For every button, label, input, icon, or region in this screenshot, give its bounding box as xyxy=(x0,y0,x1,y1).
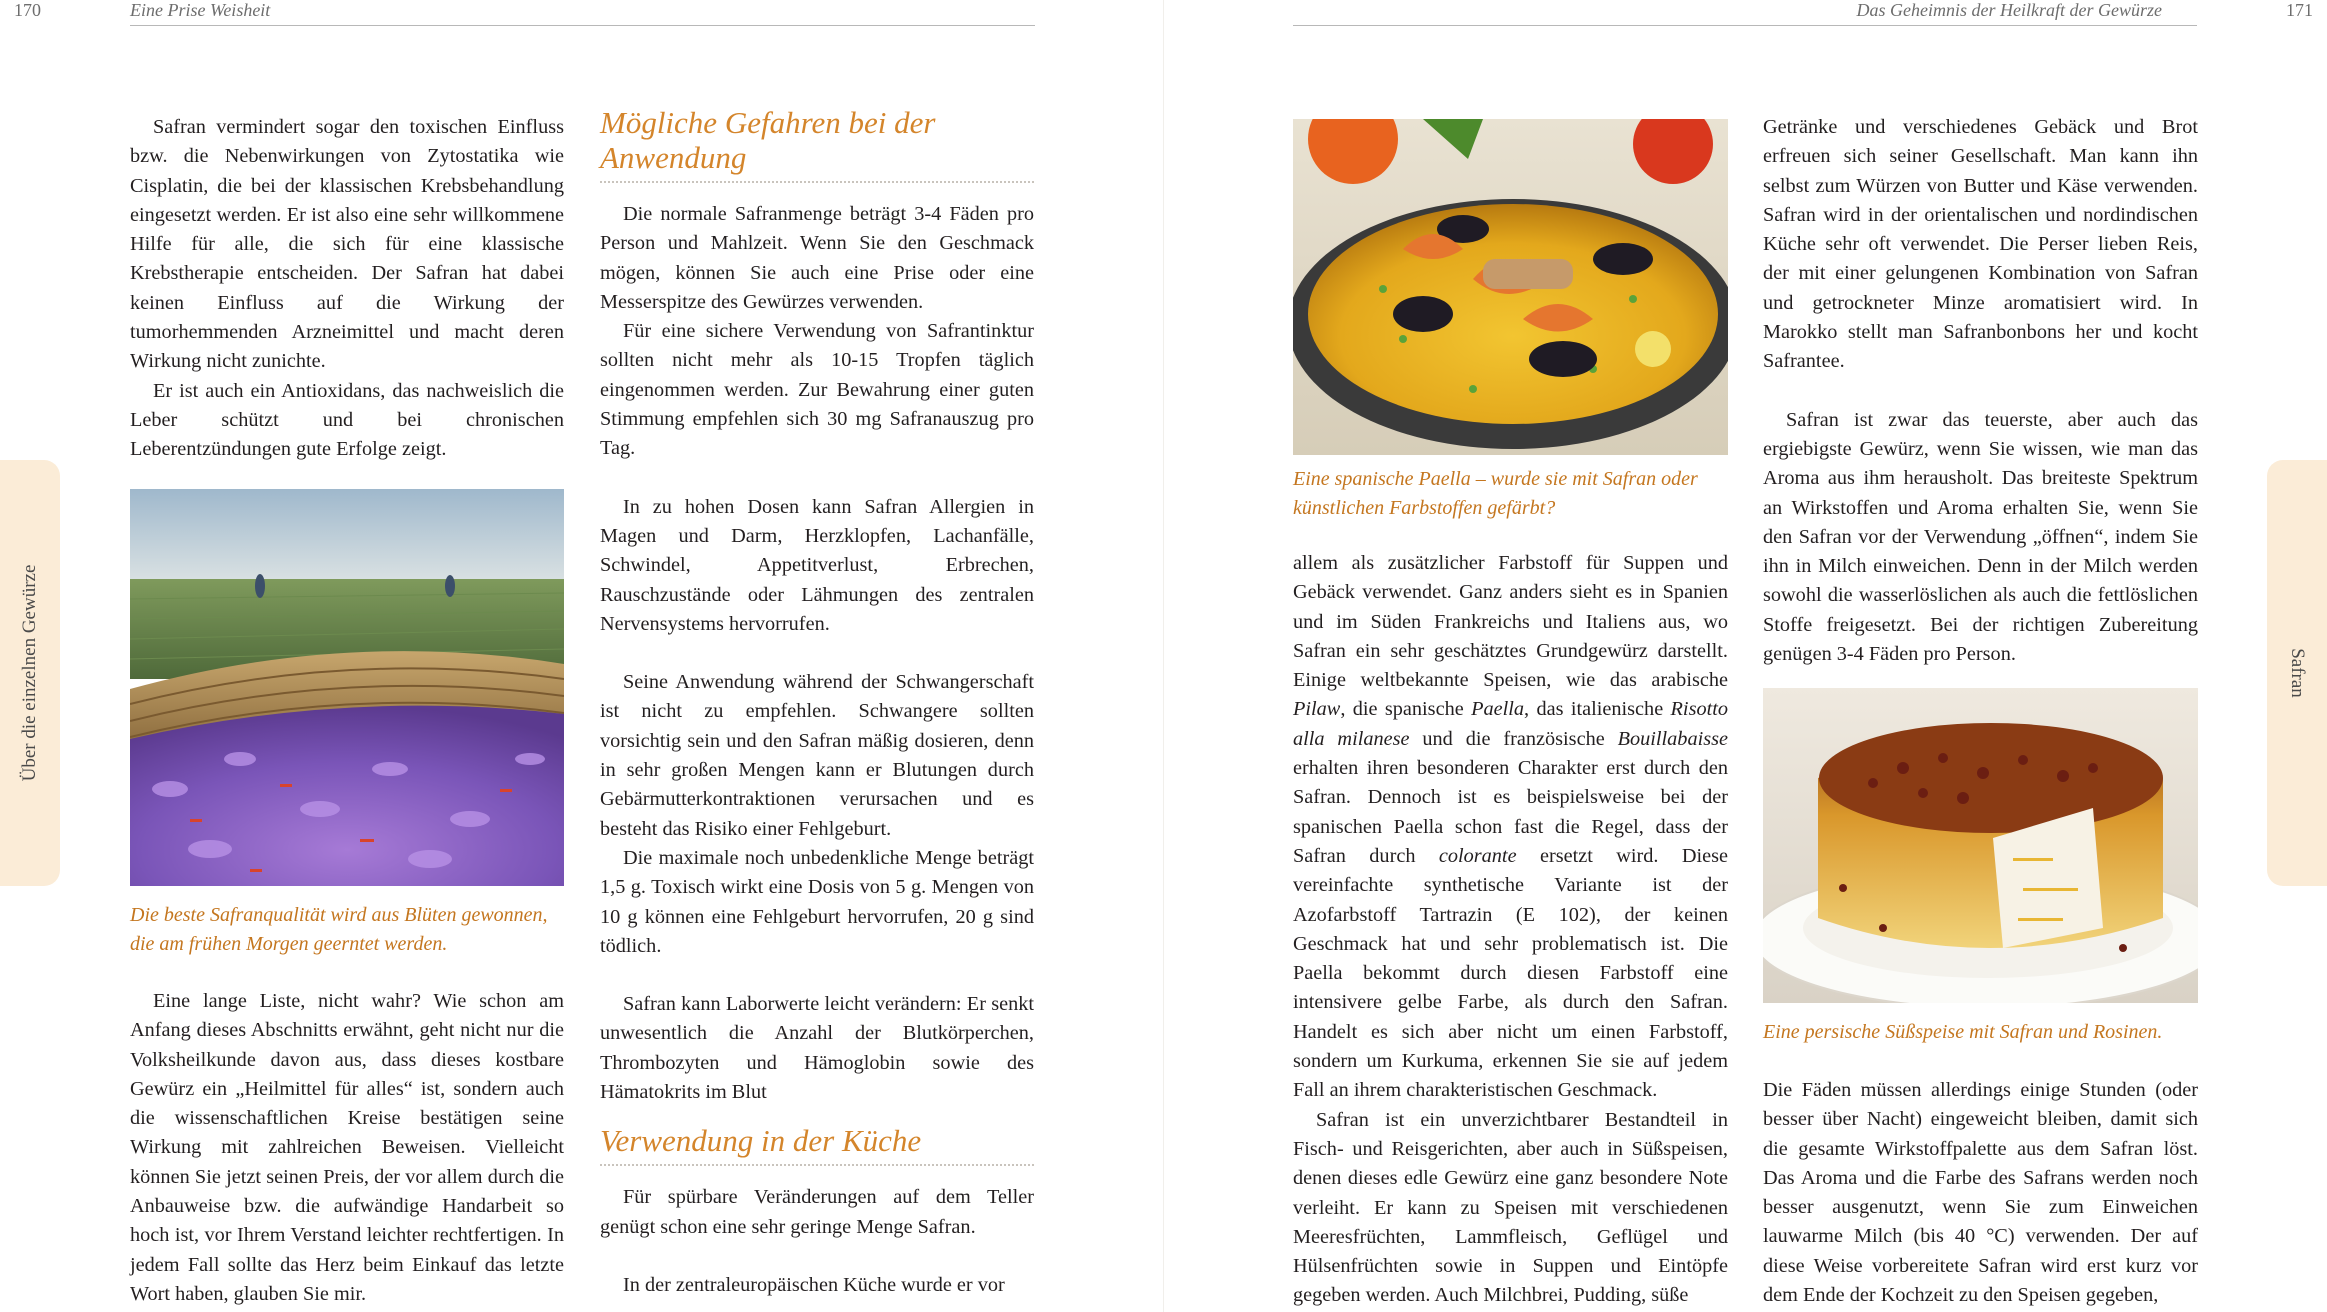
side-tab-left-label: Über die einzelnen Gewürze xyxy=(19,564,40,782)
section-heading-kitchen: Verwendung in der Küche xyxy=(600,1123,1034,1166)
paragraph: Safran kann Laborwerte leicht verändern: Er senkt unwesentlich die Anzahl der Blutkörperchen, Thrombozyten und Hämoglobin sowie des Hämatokrits im Blut xyxy=(600,993,1034,1104)
paragraph: allem als zusätzlicher Farbstoff für Suppen und Gebäck verwendet. Ganz anders sieht es in Spanien und im Süden Frankreichs und Italiens aus, wo Safran ein sehr geschätztes Grundgewürz darstellt. Einige weltbekannte Speisen, wie das arabische Pilaw, die spanische Paella, das italienische Risotto alla milanese und die französische Bouillabaisse erhalten ihren besonderen Charakter erst durch den Safran. Dennoch ist es beispielsweise bei der spanischen Paella schon fast die Regel, dass der Safran durch colorante ersetzt wird. Diese vereinfachte synthetische Variante ist der Azofarbstoff Tartrazin (E 102), der keinen Geschmack hat und sehr problematisch ist. Die Paella bekommt durch diesen Farbstoff eine intensivere gelbe Farbe, als durch den Safran. Handelt es sich aber nicht um einen Farbstoff, sondern um Kurkuma, erkennen Sie sie auf jedem Fall an ihrem charakteristischen Geschmack. xyxy=(1293,552,1729,1102)
persian-dessert-photo xyxy=(1763,688,2198,1003)
page-number-right: 171 xyxy=(2286,0,2313,20)
paragraph: Die Fäden müssen allerdings einige Stunden (oder besser über Nacht) eingeweicht bleiben, damit sich die gesamte Wirkstoffpalette aus dem Safran löst. Das Aroma und die Farbe des Safrans werden noch besser ausgenutzt, wenn Sie zum Einweichen lauwarme Milch (bis 40 °C) verwenden. Der auf diese Weise vorbereitete Safran wird erst kurz vor dem Ende der Kochzeit zu den Speisen gegeben, xyxy=(1763,1079,2198,1307)
left-column-2 xyxy=(600,105,1034,1300)
side-tab-right xyxy=(2267,460,2327,886)
side-tab-right-label: Safran xyxy=(2287,648,2308,698)
right-column-2 xyxy=(1763,113,2198,669)
dish-name: Pilaw xyxy=(1293,698,1341,721)
paragraph: Safran ist ein unverzichtbarer Bestandteil in Fisch- und Reisgerichten, aber auch in Süßspeisen, denen dieses edle Gewürz eine ganz besondere Note verleiht. Er kann zu Speisen mit verschiedenen Meeresfrüchten, Lammfleisch, Geflügel und Hülsenfrüchten sowie in Suppen und Eintöpfe gegeben werden. Auch Milchbrei, Pudding, süße xyxy=(1293,1108,1728,1307)
paragraph: Die normale Safranmenge beträgt 3-4 Fäden pro Person und Mahlzeit. Wenn Sie den Geschmack mögen, können Sie auch eine Prise oder eine Messerspitze des Gewürzes verwenden. xyxy=(600,203,1034,313)
paragraph: Für spürbare Veränderungen auf dem Teller genügt schon eine sehr geringe Menge Safran. xyxy=(600,1186,1034,1238)
side-tab-left xyxy=(0,460,60,886)
term: colorante xyxy=(1438,844,1517,867)
header-rule-left xyxy=(130,25,1035,26)
dish-name: Bouillabaisse xyxy=(1617,727,1729,750)
paragraph: Er ist auch ein Antioxidans, das nachweislich die Leber schützt und bei chronischen Leberentzündungen gute Erfolge zeigt. xyxy=(130,379,564,461)
header-rule-right xyxy=(1293,25,2197,26)
dish-name: Paella xyxy=(1471,698,1525,721)
running-head-left: Eine Prise Weisheit xyxy=(130,0,271,20)
paragraph: Eine lange Liste, nicht wahr? Wie schon am Anfang dieses Abschnitts erwähnt, geht nicht nur die Volksheilkunde davon aus, dass dieses kostbare Gewürz ein „Heilmittel für alles“ ist, sondern auch die wissenschaftlichen Kreise bestätigen seine Wirkung mit zahlreichen Beweisen. Vielleicht können Sie jetzt seinen Preis, der vor allem durch die Anbauweise bzw. die aufwändige Handarbeit so hoch ist, vor Ihrem Verstand leichter rechtfertigen. In jedem Fall sollte das Herz beim Einkauf das letzte Wort haben, glauben Sie mir. xyxy=(130,990,564,1305)
paragraph: Getränke und verschiedenes Gebäck und Brot erfreuen sich seiner Gesellschaft. Man kann ihn selbst zum Würzen von Butter und Käse verwenden. Safran wird in der orientalischen und nordindischen Küche sehr oft verwendet. Die Perser lieben Reis, der mit einer gelungenen Kombination von Safran und getrockneter Minze aromatisiert wird. In Marokko stellt man Safranbonbons her und kocht Safrantee. xyxy=(1763,116,2198,373)
left-column-1 xyxy=(130,113,564,465)
photo-caption-saffron-harvest: Die beste Safranqualität wird aus Blüten gewonnen, die am frühen Morgen geerntet werden. xyxy=(130,904,548,955)
right-column-2-bottom xyxy=(1763,1076,2198,1310)
left-column-1-bottom xyxy=(130,987,564,1309)
left-page xyxy=(0,0,1163,1312)
page-number-left: 170 xyxy=(14,0,41,20)
section-heading-risks: Mögliche Gefahren bei der Anwendung xyxy=(600,105,1034,183)
paella-photo xyxy=(1293,119,1728,455)
running-head-right: Das Geheimnis der Heilkraft der Gewürze xyxy=(1856,0,2162,20)
paragraph: In zu hohen Dosen kann Safran Allergien in Magen und Darm, Herzklopfen, Lachanfälle, Schwindel, Appetitverlust, Erbrechen, Rauschzustände oder Lähmungen des zentralen Nervensystems hervorrufen. xyxy=(600,495,1034,635)
paragraph: Für eine sichere Verwendung von Safrantinktur sollten nicht mehr als 10-15 Tropfen täglich eingenommen werden. Zur Bewahrung einer guten Stimmung empfehlen sich 30 mg Safranauszug pro Tag. xyxy=(600,320,1034,460)
saffron-harvest-photo xyxy=(130,489,564,886)
paragraph: Seine Anwendung während der Schwangerschaft ist nicht zu empfehlen. Schwangere sollten vorsichtig sein und den Safran mäßig dosieren, denn in sehr großen Mengen kann er Blutungen durch Gebärmutterkontraktionen verursachen und es besteht das Risiko einer Fehlgeburt. xyxy=(600,671,1034,840)
paragraph: Safran ist zwar das teuerste, aber auch das ergiebigste Gewürz, wenn Sie wissen, wie man das Aroma aus ihm herausholt. Das breiteste Spektrum an Wirkstoffen und Aroma erhalten Sie, wenn Sie den Safran vor der Verwendung „öffnen“, indem Sie ihn in Milch einweichen. Denn in der Milch werden sowohl die wasserlöslichen als auch die fettlöslichen Stoffe freigesetzt. Bei der richtigen Zubereitung genügen 3-4 Fäden pro Person. xyxy=(1763,408,2198,666)
photo-caption-paella: Eine spanische Paella – wurde sie mit Safran oder künstlichen Farbstoffen gefärbt? xyxy=(1293,468,1698,519)
dish-name: Risotto alla milanese xyxy=(1293,698,1729,750)
right-page xyxy=(1164,0,2327,1312)
paragraph: In der zentraleuropäischen Küche wurde er vor xyxy=(623,1273,1005,1296)
photo-caption-dessert: Eine persische Süßspeise mit Safran und Rosinen. xyxy=(1763,1021,2163,1043)
paragraph: Safran vermindert sogar den toxischen Einfluss bzw. die Nebenwirkungen von Zytostatika wie Cisplatin, die bei der klassischen Krebsbehandlung eingesetzt werden. Er ist also eine sehr willkommene Hilfe für alle, die sich für eine klassische Krebstherapie entscheiden. Der Safran hat dabei keinen Einfluss auf die Wirkung der tumorhemmenden Arzneimittel und macht deren Wirkung nicht zunichte. xyxy=(130,116,564,373)
paragraph: Die maximale noch unbedenkliche Menge beträgt 1,5 g. Toxisch wirkt eine Dosis von 5 g. Mengen von 10 g können eine Fehlgeburt hervorrufen, 20 g sind tödlich. xyxy=(600,846,1034,957)
right-column-1 xyxy=(1293,549,1728,1311)
